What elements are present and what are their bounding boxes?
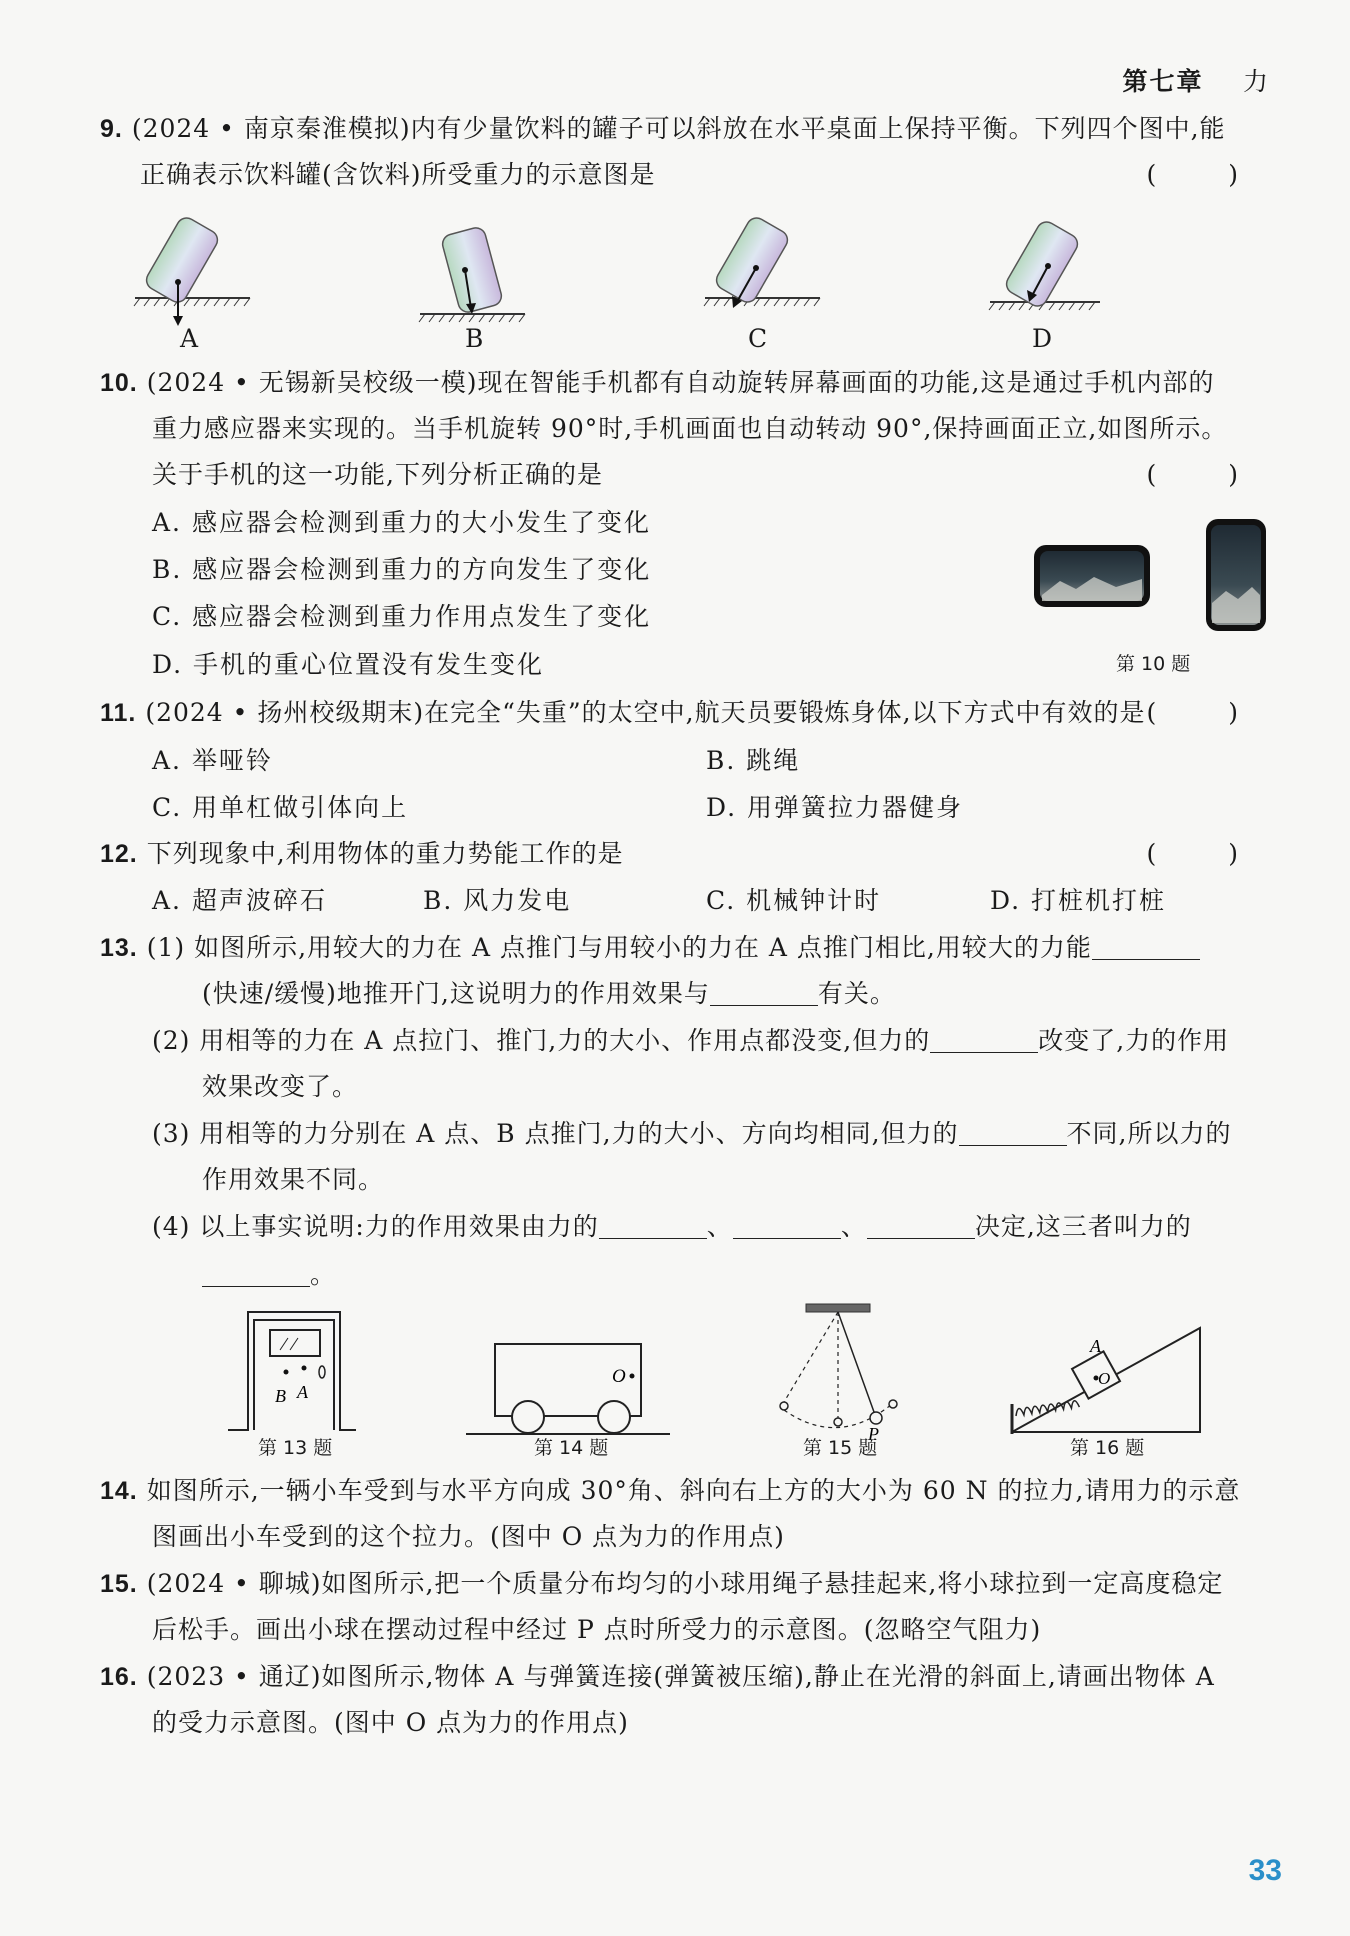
q10-option-d: D. 手机的重心位置没有发生变化 (152, 650, 545, 679)
q13-part4-line2 (202, 1258, 336, 1292)
q12-line1 (100, 837, 624, 871)
q16-line1 (100, 1660, 1215, 1694)
q15-text1: (2024 • 聊城)如图所示,把一个质量分布均匀的小球用绳子悬挂起来,将小球拉到一定高度稳定 (146, 1569, 1224, 1598)
door-label-b: B (275, 1386, 286, 1406)
q14-line2: 图画出小车受到的这个拉力。(图中 O 点为力的作用点) (152, 1522, 785, 1551)
q12-option-d: D. 打桩机打桩 (990, 886, 1167, 915)
q14-number: 14. (100, 1477, 138, 1505)
q10-option-c: C. 感应器会检测到重力作用点发生了变化 (152, 602, 652, 631)
q9-line1 (100, 112, 1226, 146)
q12-option-b: B. 风力发电 (423, 886, 572, 915)
chapter-label: 第七章 (1122, 67, 1204, 96)
q9-answer-paren: ( ) (1146, 160, 1270, 189)
q13-blank-1[interactable] (1092, 935, 1200, 960)
q12-number: 12. (100, 840, 138, 868)
q10-option-a: A. 感应器会检测到重力的大小发生了变化 (152, 508, 651, 537)
cart-label-o: O (612, 1366, 626, 1387)
q10-answer-paren: ( ) (1146, 460, 1270, 489)
q9-label-b: B (465, 324, 485, 353)
q10-option-b: B. 感应器会检测到重力的方向发生了变化 (152, 555, 652, 584)
q9-can-figures (120, 210, 1120, 360)
q13-blank-3[interactable] (930, 1028, 1038, 1053)
block-label-a: A (1090, 1336, 1101, 1356)
pendulum-figure (780, 1304, 897, 1428)
q12-option-c: C. 机械钟计时 (706, 886, 882, 915)
q13-part4-line1 (152, 1210, 1192, 1244)
pendulum-label-p: P (868, 1424, 879, 1444)
q13-part1-line2 (202, 977, 896, 1011)
q11-line1 (100, 696, 1146, 730)
q10-number: 10. (100, 369, 138, 397)
q13-blank-8[interactable] (202, 1262, 310, 1287)
chapter-topic: 力 (1242, 67, 1270, 96)
q10-caption: 第 10 题 (1116, 653, 1191, 675)
q13-part3-line2: 作用效果不同。 (202, 1165, 385, 1194)
q13-part2-line1 (152, 1024, 1229, 1058)
can-figure-c (704, 214, 820, 308)
q11-number: 11. (100, 699, 137, 727)
q12-text1: 下列现象中,利用物体的重力势能工作的是 (146, 839, 624, 868)
chapter-header (1123, 62, 1270, 98)
q9-number: 9. (100, 115, 123, 143)
q14-text1: 如图所示,一辆小车受到与水平方向成 30°角、斜向右上方的大小为 60 N 的拉力,请用力的示意 (146, 1476, 1241, 1505)
q9-text1: (2024 • 南京秦淮模拟)内有少量饮料的罐子可以斜放在水平桌面上保持平衡。下列四个图中,能 (131, 114, 1226, 143)
q10-line1 (100, 366, 1214, 400)
q13-text3a: (3) 用相等的力分别在 A 点、B 点推门,力的大小、方向均相同,但力的 (152, 1119, 959, 1148)
q11-option-c: C. 用单杠做引体向上 (152, 793, 409, 822)
q13-blank-4[interactable] (959, 1121, 1067, 1146)
q14-line1 (100, 1474, 1240, 1508)
fig13-caption: 第 13 题 (258, 1437, 333, 1459)
q13-part3-line1 (152, 1117, 1231, 1151)
q13-number: 13. (100, 934, 138, 962)
q13-part2-line2: 效果改变了。 (202, 1072, 359, 1101)
q16-line2: 的受力示意图。(图中 O 点为力的作用点) (152, 1708, 629, 1737)
cart-figure (466, 1344, 670, 1434)
q13-blank-7[interactable] (867, 1214, 975, 1239)
q15-number: 15. (100, 1570, 138, 1598)
q13-text1: (1) 如图所示,用较大的力在 A 点推门与用较小的力在 A 点推门相比,用较大的力能 (146, 933, 1092, 962)
q13-text3b: 不同,所以力的 (1066, 1119, 1232, 1148)
q11-text1: (2024 • 扬州校级期末)在完全“失重”的太空中,航天员要锻炼身体,以下方式中有效的是 (145, 698, 1146, 727)
q11-answer-paren: ( ) (1146, 698, 1270, 727)
q12-answer-paren: ( ) (1146, 839, 1270, 868)
figures-13-16 (0, 1300, 1350, 1450)
q16-number: 16. (100, 1663, 138, 1691)
q15-line1 (100, 1567, 1223, 1601)
q13-text2b: 改变了,力的作用 (1038, 1026, 1230, 1055)
q13-blank-6[interactable] (733, 1214, 841, 1239)
q10-text1: (2024 • 无锡新吴校级一模)现在智能手机都有自动旋转屏幕画面的功能,这是通过手机内部的 (146, 368, 1215, 397)
q13-end-mark: 。 (310, 1260, 337, 1289)
q10-phone-figure (1030, 515, 1270, 635)
door-label-a: A (297, 1382, 308, 1402)
q11-option-d: D. 用弹簧拉力器健身 (706, 793, 964, 822)
q15-line2: 后松手。画出小球在摆动过程中经过 P 点时所受力的示意图。(忽略空气阻力) (152, 1615, 1042, 1644)
q13-part1-line1 (100, 931, 1200, 965)
fig16-caption: 第 16 题 (1070, 1437, 1145, 1459)
can-figure-d (989, 218, 1100, 310)
q10-line3: 关于手机的这一功能,下列分析正确的是 (152, 460, 603, 489)
q9-label-c: C (748, 324, 769, 353)
q13-blank-5[interactable] (599, 1214, 707, 1239)
q9-label-d: D (1032, 324, 1054, 353)
q10-line2: 重力感应器来实现的。当手机旋转 90°时,手机画面也自动转动 90°,保持画面正立,如图所示。 (152, 414, 1228, 443)
q13-text1b: (快速/缓慢)地推开门,这说明力的作用效果与 (202, 979, 710, 1008)
fig14-caption: 第 14 题 (534, 1437, 609, 1459)
fig15-caption: 第 15 题 (803, 1437, 878, 1459)
q13-text4b: 决定,这三者叫力的 (974, 1212, 1192, 1241)
q13-text4a: (4) 以上事实说明:力的作用效果由力的 (152, 1212, 599, 1241)
q13-text1c: 有关。 (817, 979, 896, 1008)
door-figure (228, 1312, 356, 1430)
q13-sep-2: 、 (840, 1212, 867, 1241)
block-label-o: O (1098, 1369, 1111, 1388)
q9-line2: 正确表示饮料罐(含饮料)所受重力的示意图是 (140, 160, 656, 189)
q13-text2a: (2) 用相等的力在 A 点拉门、推门,力的大小、作用点都没变,但力的 (152, 1026, 931, 1055)
q16-text1: (2023 • 通辽)如图所示,物体 A 与弹簧连接(弹簧被压缩),静止在光滑的斜面上,请画出物体 A (146, 1662, 1215, 1691)
can-figure-b (419, 226, 525, 322)
q12-option-a: A. 超声波碎石 (152, 886, 327, 915)
q13-blank-2[interactable] (710, 981, 818, 1006)
q11-option-a: A. 举哑铃 (152, 746, 273, 775)
q9-label-a: A (180, 324, 200, 353)
q13-sep-1: 、 (706, 1212, 733, 1241)
phone-portrait (1206, 519, 1266, 631)
can-figure-a (134, 214, 250, 326)
phone-landscape (1034, 545, 1150, 607)
q11-option-b: B. 跳绳 (706, 746, 801, 775)
page-number: 33 (1248, 1854, 1282, 1887)
